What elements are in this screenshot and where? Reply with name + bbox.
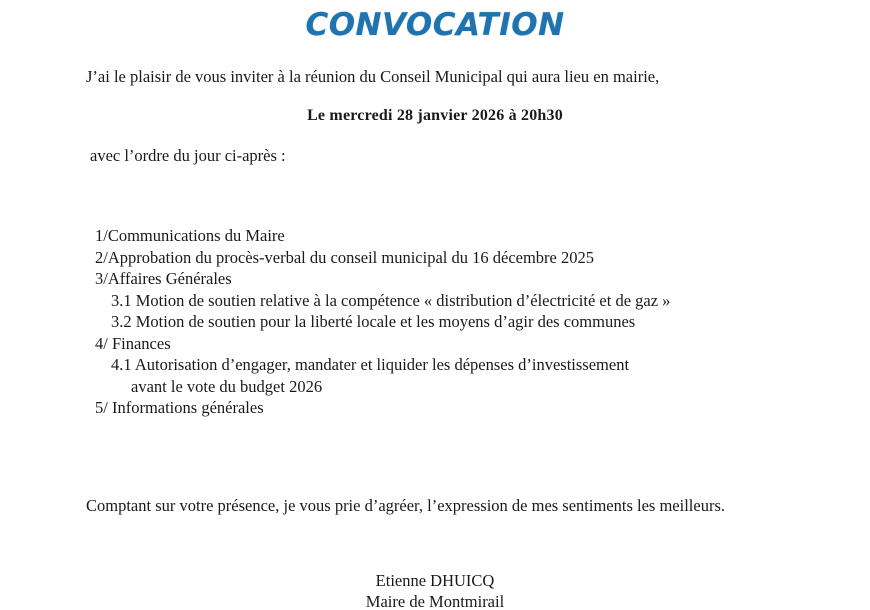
agenda-item: 3/Affaires Générales <box>95 269 232 288</box>
page-title: CONVOCATION <box>305 7 565 43</box>
signatory-role: Maire de Montmirail <box>365 592 505 610</box>
signatory-name: Etienne DHUICQ <box>375 571 495 590</box>
agenda-item: 1/Communications du Maire <box>95 226 285 245</box>
signature-block <box>0 570 870 610</box>
agenda-list <box>95 225 795 419</box>
meeting-date-line: Le mercredi 28 janvier 2026 à 20h30 <box>307 107 563 124</box>
agenda-item: 2/Approbation du procès-verbal du conseil municipal du 16 décembre 2025 <box>95 247 594 267</box>
agenda-item: 5/ Informations générales <box>95 398 264 417</box>
agenda-item: 4.1 Autorisation d’engager, mandater et liquider les dépenses d’investissement <box>111 355 630 374</box>
agenda-item: 3.1 Motion de soutien relative à la compétence « distribution d’électricité et de gaz » <box>111 290 671 310</box>
agenda-item: 3.2 Motion de soutien pour la liberté locale et les moyens d’agir des communes <box>111 312 636 331</box>
agenda-item: 4/ Finances <box>95 333 171 353</box>
agenda-item: avant le vote du budget 2026 <box>131 376 323 396</box>
closing-paragraph: Comptant sur votre présence, je vous prie d’agréer, l’expression de mes sentiments les meilleurs. <box>86 496 725 515</box>
agenda-lead-in: avec l’ordre du jour ci-après : <box>90 146 286 165</box>
intro-paragraph: J’ai le plaisir de vous inviter à la réunion du Conseil Municipal qui aura lieu en mairie, <box>86 67 660 86</box>
